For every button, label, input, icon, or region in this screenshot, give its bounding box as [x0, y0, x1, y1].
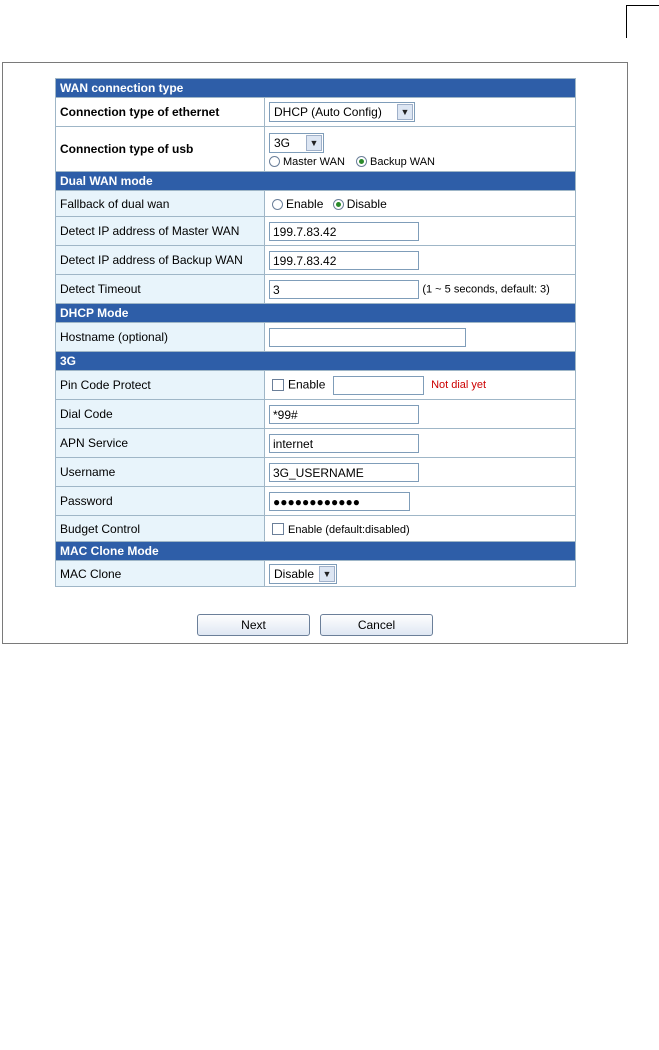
username-input[interactable]: 3G_USERNAME [269, 463, 419, 482]
pin-code-input[interactable] [333, 376, 424, 395]
row-username [56, 458, 576, 487]
section-dhcp-mode [56, 304, 576, 323]
backup-wan-label: Backup WAN [370, 155, 436, 168]
usb-type-value: 3G [274, 135, 291, 150]
master-wan-radio[interactable] [269, 156, 280, 167]
section-title: MAC Clone Mode [56, 542, 576, 561]
password-input[interactable]: ●●●●●●●●●●●● [269, 492, 410, 511]
page-corner-mark [626, 5, 659, 38]
row-budget-control [56, 516, 576, 542]
dial-code-input[interactable]: *99# [269, 405, 419, 424]
password-label: Password [56, 487, 265, 516]
mac-clone-label: MAC Clone [56, 561, 265, 587]
pin-enable-label: Enable [288, 377, 326, 392]
row-apn [56, 429, 576, 458]
apn-input[interactable]: internet [269, 434, 419, 453]
hostname-label: Hostname (optional) [56, 323, 265, 352]
master-wan-label: Master WAN [283, 155, 345, 168]
row-dial-code [56, 400, 576, 429]
backup-wan-radio[interactable] [356, 156, 367, 167]
fallback-disable-label: Disable [346, 196, 387, 211]
pin-enable-checkbox[interactable] [272, 379, 284, 391]
timeout-input[interactable]: 3 [269, 280, 419, 299]
budget-enable-checkbox[interactable] [272, 523, 284, 535]
budget-label: Budget Control [56, 516, 265, 542]
row-master-ip [56, 217, 576, 246]
fallback-enable-radio[interactable] [272, 199, 283, 210]
hostname-input[interactable] [269, 328, 466, 347]
usb-type-label: Connection type of usb [56, 127, 265, 172]
usb-type-select[interactable] [269, 133, 324, 153]
dial-status-text: Not dial yet [431, 379, 487, 392]
wan-settings-form [55, 78, 576, 587]
chevron-down-icon: ▼ [397, 104, 413, 120]
section-3g [56, 352, 576, 371]
budget-enable-label: Enable (default:disabled) [288, 523, 410, 536]
section-title: 3G [56, 352, 576, 371]
master-ip-label: Detect IP address of Master WAN [56, 217, 265, 246]
section-title: WAN connection type [56, 79, 576, 98]
section-title: Dual WAN mode [56, 172, 576, 191]
fallback-label: Fallback of dual wan [56, 191, 265, 217]
section-wan-connection-type [56, 79, 576, 98]
timeout-hint: (1 ~ 5 seconds, default: 3) [422, 283, 550, 296]
chevron-down-icon: ▼ [319, 566, 335, 582]
cancel-button[interactable]: Cancel [320, 614, 433, 636]
next-button[interactable]: Next [197, 614, 310, 636]
ethernet-type-select[interactable] [269, 102, 415, 122]
mac-clone-value: Disable [274, 566, 315, 581]
dial-code-label: Dial Code [56, 400, 265, 429]
row-detect-timeout [56, 275, 576, 304]
ethernet-type-value: DHCP (Auto Config) [274, 105, 382, 119]
chevron-down-icon: ▼ [306, 135, 322, 151]
row-mac-clone [56, 561, 576, 587]
fallback-enable-label: Enable [286, 196, 324, 211]
backup-ip-label: Detect IP address of Backup WAN [56, 246, 265, 275]
pin-label: Pin Code Protect [56, 371, 265, 400]
apn-label: APN Service [56, 429, 265, 458]
row-pin-code [56, 371, 576, 400]
username-label: Username [56, 458, 265, 487]
mac-clone-select[interactable] [269, 564, 337, 584]
master-ip-input[interactable]: 199.7.83.42 [269, 222, 419, 241]
row-hostname [56, 323, 576, 352]
section-title: DHCP Mode [56, 304, 576, 323]
row-usb-type [56, 127, 576, 172]
section-mac-clone [56, 542, 576, 561]
row-fallback [56, 191, 576, 217]
ethernet-type-label: Connection type of ethernet [56, 98, 265, 127]
section-dual-wan-mode [56, 172, 576, 191]
row-password [56, 487, 576, 516]
timeout-label: Detect Timeout [56, 275, 265, 304]
row-backup-ip [56, 246, 576, 275]
backup-ip-input[interactable]: 199.7.83.42 [269, 251, 419, 270]
row-ethernet-type [56, 98, 576, 127]
fallback-disable-radio[interactable] [333, 199, 344, 210]
